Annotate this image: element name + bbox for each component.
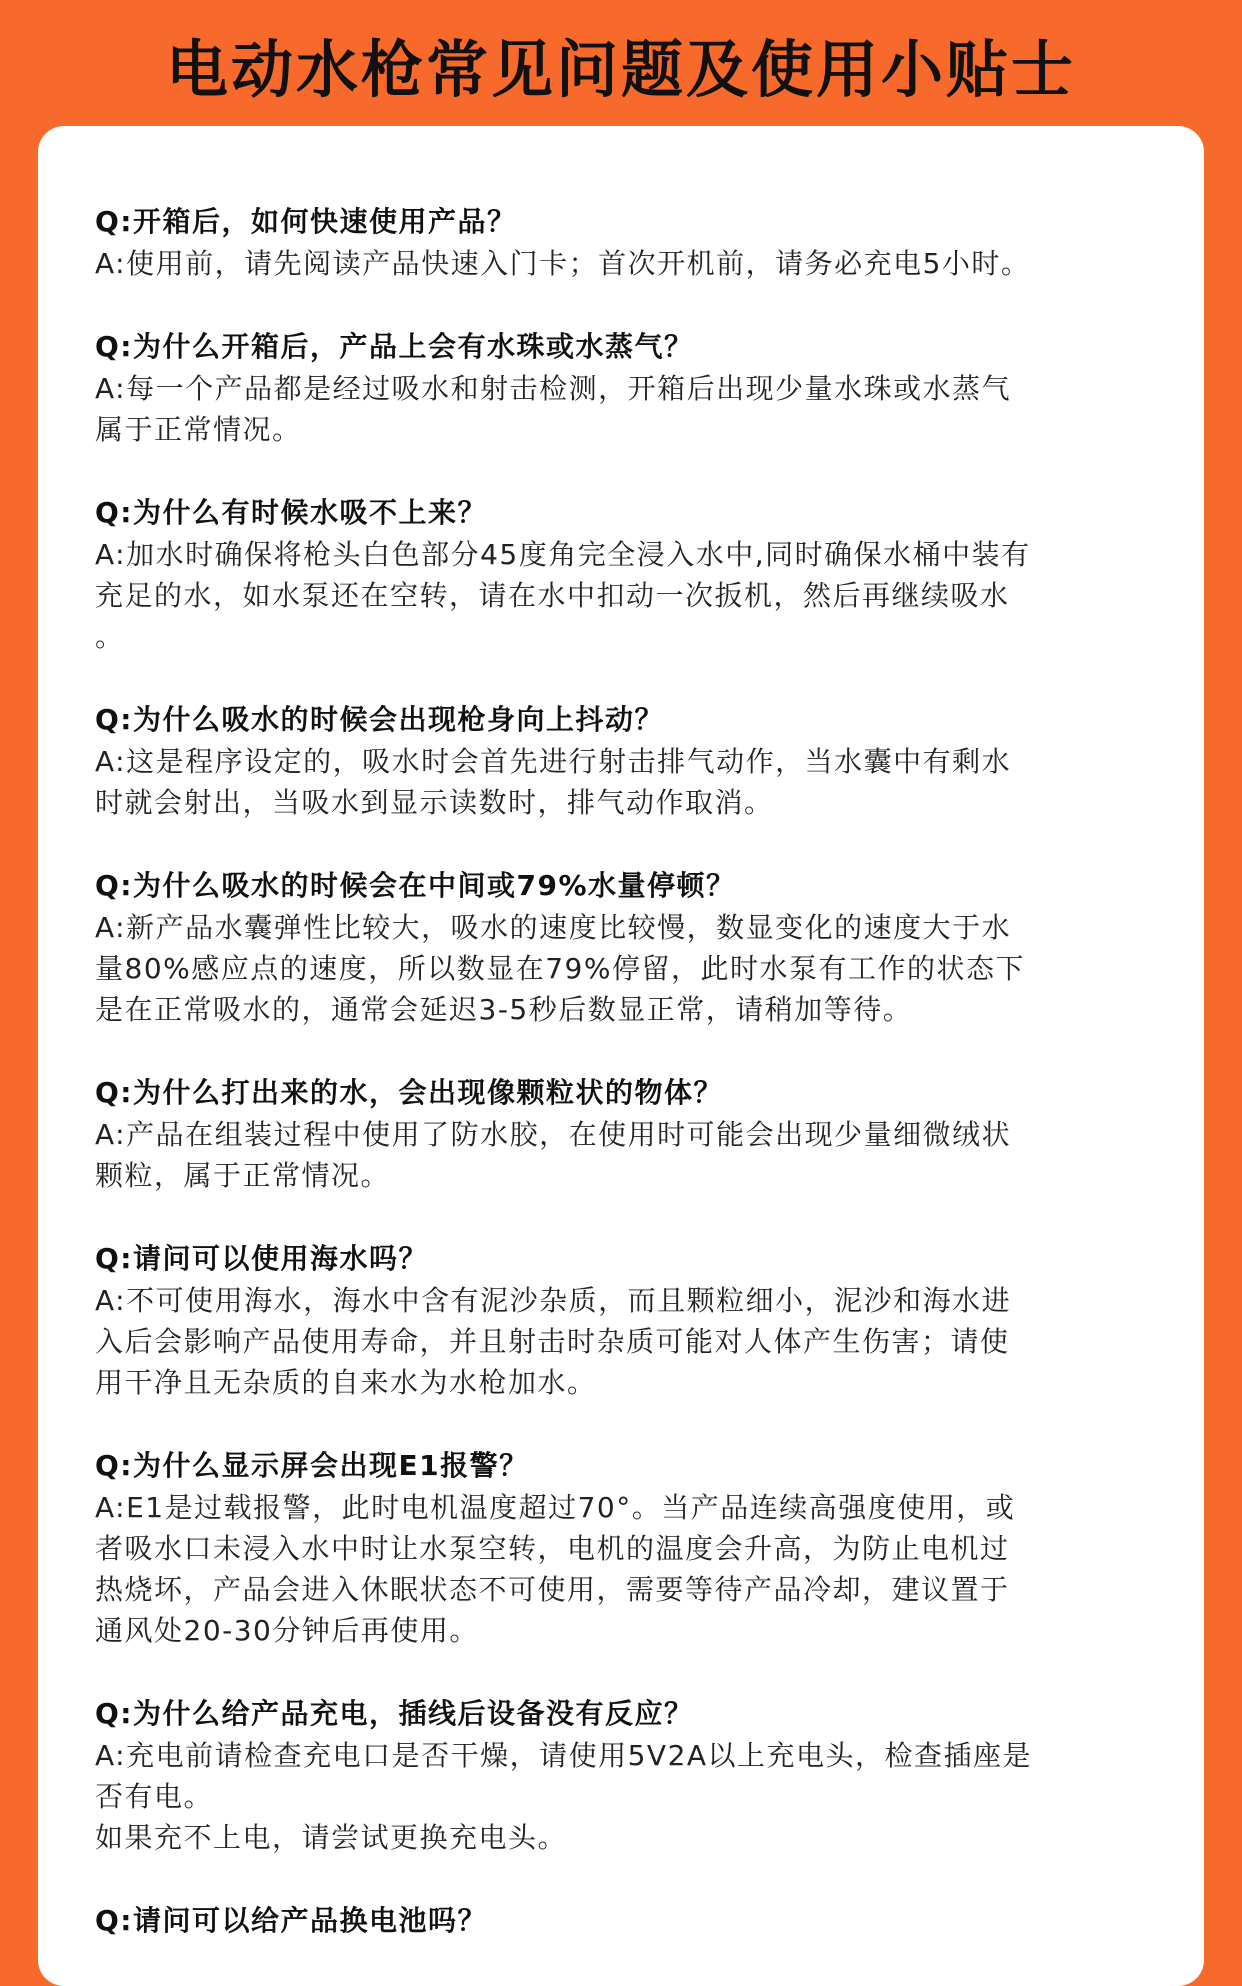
faq-list <box>95 201 1185 1984</box>
faq-answer-line: 如果充不上电，请尝试更换充电头。 <box>95 1821 568 1854</box>
faq-question: Q:开箱后，如何快速使用产品？ <box>95 205 517 238</box>
faq-item <box>95 1238 1185 1403</box>
faq-question: Q:为什么吸水的时候会出现枪身向上抖动？ <box>95 703 665 736</box>
faq-answer-line: 属于正常情况。 <box>95 413 302 446</box>
faq-item <box>95 1072 1185 1196</box>
faq-answer-line: A:加水时确保将枪头白色部分45度角完全浸入水中,同时确保水桶中装有 <box>95 538 1031 571</box>
faq-question: Q:请问可以使用海水吗？ <box>95 1242 429 1275</box>
faq-item <box>95 1900 1185 1942</box>
faq-answer-line: 入后会影响产品使用寿命，并且射击时杂质可能对人体产生伤害；请使 <box>95 1325 1010 1358</box>
faq-item <box>95 492 1185 657</box>
faq-answer-line: 量80%感应点的速度，所以数显在79%停留，此时水泵有工作的状态下 <box>95 952 1025 985</box>
faq-question: Q:请问可以给产品换电池吗？ <box>95 1904 488 1937</box>
faq-item <box>95 1445 1185 1651</box>
faq-answer-line: A:每一个产品都是经过吸水和射击检测，开箱后出现少量水珠或水蒸气 <box>95 372 1012 405</box>
faq-answer-line: 是在正常吸水的，通常会延迟3-5秒后数显正常，请稍加等待。 <box>95 993 913 1026</box>
faq-answer-line: A:新产品水囊弹性比较大，吸水的速度比较慢，数显变化的速度大于水 <box>95 911 1012 944</box>
faq-answer-line: 用干净且无杂质的自来水为水枪加水。 <box>95 1366 597 1399</box>
faq-answer-line: 者吸水口未浸入水中时让水泵空转，电机的温度会升高，为防止电机过 <box>95 1532 1010 1565</box>
faq-item <box>95 201 1185 284</box>
faq-question: Q:为什么给产品充电，插线后设备没有反应？ <box>95 1697 694 1730</box>
faq-question: Q:为什么打出来的水，会出现像颗粒状的物体？ <box>95 1076 724 1109</box>
faq-question: Q:为什么有时候水吸不上来？ <box>95 496 488 529</box>
faq-answer-line: A:这是程序设定的，吸水时会首先进行射击排气动作，当水囊中有剩水 <box>95 745 1012 778</box>
faq-answer-line: 通风处20-30分钟后再使用。 <box>95 1614 479 1647</box>
faq-answer-line: A:不可使用海水，海水中含有泥沙杂质，而且颗粒细小，泥沙和海水进 <box>95 1284 1012 1317</box>
faq-answer-line: 充足的水，如水泵还在空转，请在水中扣动一次扳机，然后再继续吸水 <box>95 579 1010 612</box>
faq-answer-line: 颗粒，属于正常情况。 <box>95 1159 391 1192</box>
faq-card <box>38 126 1204 1986</box>
faq-answer-line: A:充电前请检查充电口是否干燥，请使用5V2A以上充电头，检查插座是 <box>95 1739 1033 1772</box>
faq-answer-line: 时就会射出，当吸水到显示读数时，排气动作取消。 <box>95 786 774 819</box>
faq-item <box>95 326 1185 450</box>
page-title: 电动水枪常见问题及使用小贴士 <box>165 33 1076 106</box>
faq-answer-line: A:E1是过载报警，此时电机温度超过70°。当产品连续高强度使用，或 <box>95 1491 1016 1524</box>
faq-answer-line: A:产品在组装过程中使用了防水胶，在使用时可能会出现少量细微绒状 <box>95 1118 1012 1151</box>
faq-answer-line: A:使用前，请先阅读产品快速入门卡；首次开机前，请务必充电5小时。 <box>95 247 1031 280</box>
faq-answer-line: 。 <box>95 620 125 653</box>
faq-item <box>95 699 1185 823</box>
faq-item <box>95 1693 1185 1858</box>
faq-question: Q:为什么开箱后，产品上会有水珠或水蒸气？ <box>95 330 694 363</box>
faq-answer-line: 热烧坏，产品会进入休眠状态不可使用，需要等待产品冷却，建议置于 <box>95 1573 1010 1606</box>
faq-item <box>95 865 1185 1030</box>
faq-question: Q:为什么吸水的时候会在中间或79%水量停顿？ <box>95 869 736 902</box>
faq-question: Q:为什么显示屏会出现E1报警？ <box>95 1449 529 1482</box>
faq-answer-line: 否有电。 <box>95 1780 214 1813</box>
